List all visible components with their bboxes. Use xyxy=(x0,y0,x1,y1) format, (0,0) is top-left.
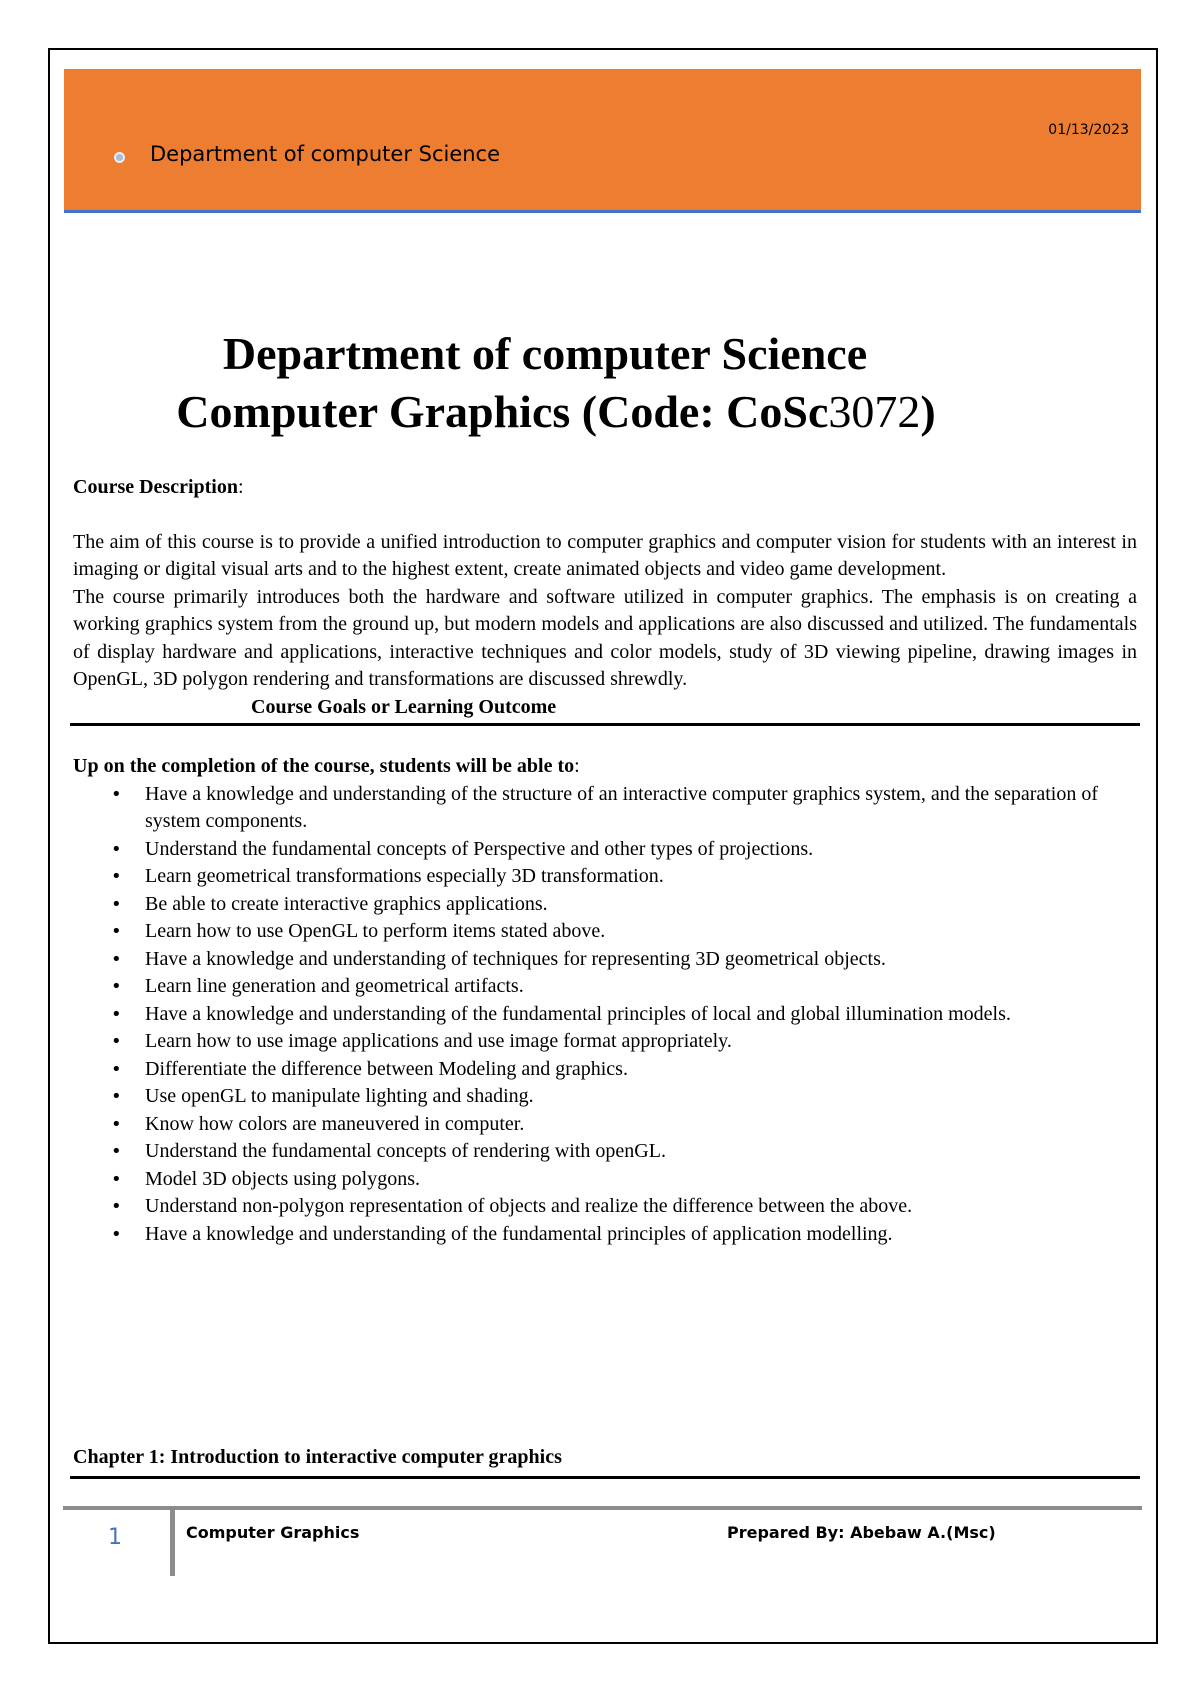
list-item: • Know how colors are maneuvered in computer. xyxy=(73,1111,1137,1139)
description-paragraph-1: The aim of this course is to provide a unified introduction to computer graphics and computer vision for students with an interest in imaging or digital visual arts and to the highest extent, create animated objects and video game development. xyxy=(73,530,1137,580)
course-description-heading xyxy=(73,474,1137,502)
title-line-2 xyxy=(2,383,1110,441)
list-item: • Understand the fundamental concepts of Perspective and other types of projections. xyxy=(73,836,1137,864)
header-department: Department of computer Science xyxy=(150,142,501,166)
title-line-2-prefix: Computer Graphics (Code: CoSc xyxy=(176,386,829,437)
footer-author: Prepared By: Abebaw A.(Msc) xyxy=(727,1523,996,1542)
list-item: • Have a knowledge and understanding of techniques for representing 3D geometrical objects. xyxy=(73,946,1137,974)
list-item: • Have a knowledge and understanding of the fundamental principles of application modelling. xyxy=(73,1221,1137,1249)
bullet-icon xyxy=(114,152,125,163)
list-item: • Have a knowledge and understanding of the structure of an interactive computer graphics system, and the separation of system components. xyxy=(73,781,1137,836)
footer-course-name: Computer Graphics xyxy=(186,1523,360,1542)
list-item: • Understand non-polygon representation of objects and realize the difference between the above. xyxy=(73,1193,1137,1221)
list-item: • Use openGL to manipulate lighting and shading. xyxy=(73,1083,1137,1111)
chapter-heading: Chapter 1: Introduction to interactive computer graphics xyxy=(73,1446,562,1468)
document-title xyxy=(70,325,1110,441)
list-item: • Learn geometrical transformations especially 3D transformation. xyxy=(73,863,1137,891)
header-date: 01/13/2023 xyxy=(1048,122,1129,138)
list-item: • Understand the fundamental concepts of rendering with openGL. xyxy=(73,1138,1137,1166)
course-description-heading-text: Course Description xyxy=(73,476,238,498)
footer-rule xyxy=(63,1506,1142,1510)
outcomes-intro-text: Up on the completion of the course, students will be able to xyxy=(73,755,575,777)
page-number: 1 xyxy=(108,1525,122,1550)
course-goals-heading: Course Goals or Learning Outcome xyxy=(251,695,557,718)
main-content xyxy=(73,474,1137,1248)
description-paragraph-2: The course primarily introduces both the hardware and software utilized in computer graphics. The emphasis is on creating a working graphics system from the ground up, but modern models and applications are also discussed and utilized. The fundamentals of display hardware and applications, interactive techniques and color models, study of 3D viewing pipeline, drawing images in OpenGL, 3D polygon rendering and transformations are discussed shrewdly. xyxy=(73,585,1137,690)
outcomes-intro xyxy=(73,753,1137,781)
outcomes-intro-colon: : xyxy=(574,755,580,777)
header-band xyxy=(64,69,1141,213)
list-item: • Model 3D objects using polygons. xyxy=(73,1166,1137,1194)
list-item: • Learn line generation and geometrical artifacts. xyxy=(73,973,1137,1001)
list-item: • Learn how to use image applications and use image format appropriately. xyxy=(73,1028,1137,1056)
list-item: • Have a knowledge and understanding of the fundamental principles of local and global illumination models. xyxy=(73,1001,1137,1029)
title-line-2-suffix: ) xyxy=(920,386,936,437)
list-item: • Learn how to use OpenGL to perform items stated above. xyxy=(73,918,1137,946)
course-description-colon: : xyxy=(237,476,244,498)
title-course-number: 3072 xyxy=(828,386,921,437)
chapter-divider xyxy=(70,1476,1140,1479)
list-item: • Differentiate the difference between Modeling and graphics. xyxy=(73,1056,1137,1084)
outcomes-list xyxy=(73,781,1137,1249)
title-line-1: Department of computer Science xyxy=(222,328,868,379)
footer-separator xyxy=(170,1508,175,1576)
list-item: • Be able to create interactive graphics applications. xyxy=(73,891,1137,919)
